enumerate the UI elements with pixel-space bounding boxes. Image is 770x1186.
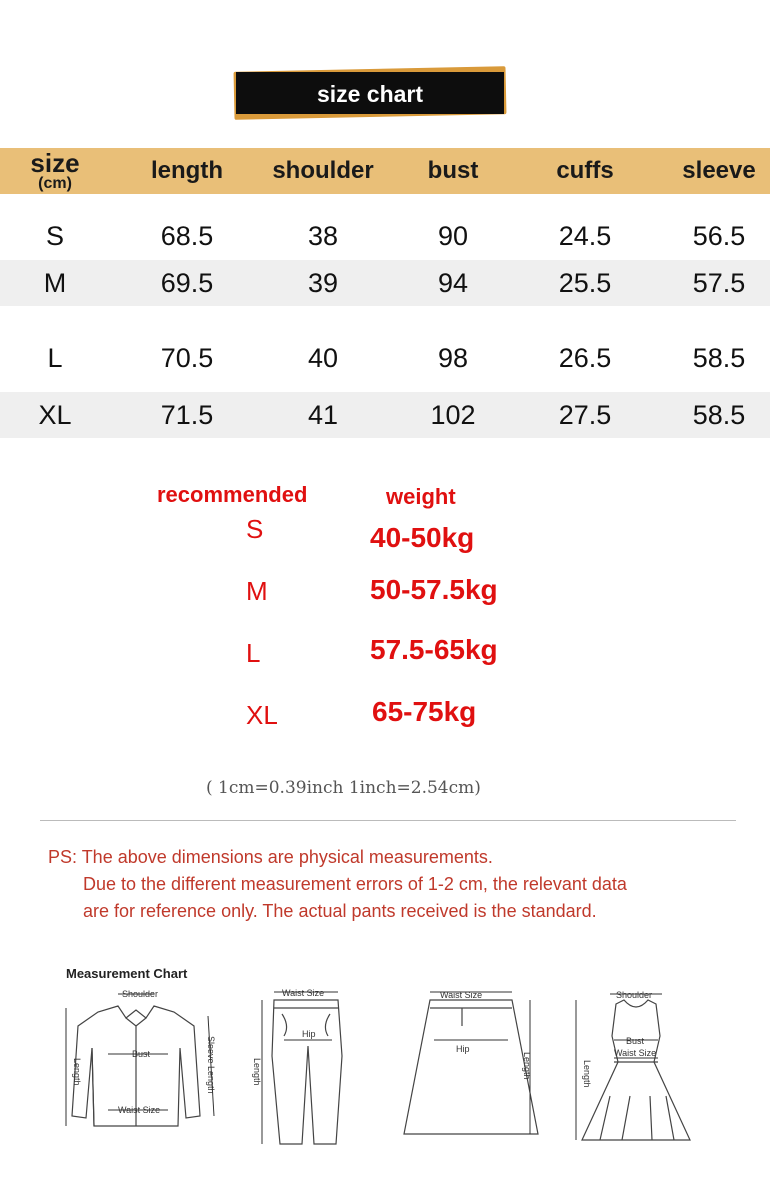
shirt-sleeve-label: Sleeve Length xyxy=(206,1036,216,1094)
header-cuffs: cuffs xyxy=(556,157,614,184)
table-row xyxy=(0,194,770,260)
skirt-hip-label: Hip xyxy=(456,1044,470,1054)
table-row xyxy=(0,392,770,438)
cell-size: M xyxy=(43,267,67,298)
skirt-waist-label: Waist Size xyxy=(440,990,483,1000)
cell-bust: 102 xyxy=(430,399,476,430)
title-banner xyxy=(236,72,504,114)
table-row xyxy=(0,260,770,306)
dress-icon xyxy=(570,986,710,1151)
dress-diagram xyxy=(570,986,710,1151)
pants-icon xyxy=(244,986,354,1151)
dress-waist-label: Waist Size xyxy=(614,1048,657,1058)
dress-shoulder-label: Shoulder xyxy=(616,990,653,1000)
cell-size: S xyxy=(45,220,64,251)
section-divider xyxy=(40,820,736,821)
header-shoulder: shoulder xyxy=(272,157,374,184)
measurement-chart-title: Measurement Chart xyxy=(66,966,188,981)
cell-sleeve: 58.5 xyxy=(692,399,746,430)
rec-weight: 57.5-65kg xyxy=(370,634,498,665)
cell-bust: 98 xyxy=(437,342,469,373)
cell-sleeve: 57.5 xyxy=(692,267,746,298)
cell-length: 71.5 xyxy=(160,399,214,430)
cell-cuffs: 27.5 xyxy=(558,399,612,430)
cell-size: XL xyxy=(38,399,72,430)
pants-length-label: Length xyxy=(252,1058,262,1086)
rec-weight: 50-57.5kg xyxy=(370,574,498,605)
recommended-label: recommended xyxy=(157,482,308,507)
rec-size: XL xyxy=(246,700,278,730)
cell-sleeve: 56.5 xyxy=(692,220,746,251)
cell-shoulder: 39 xyxy=(307,267,339,298)
cell-cuffs: 24.5 xyxy=(558,220,612,251)
rec-weight: 65-75kg xyxy=(372,696,477,727)
header-sleeve: sleeve xyxy=(682,157,756,184)
table-header-row xyxy=(0,148,770,194)
cell-bust: 90 xyxy=(437,220,469,251)
ps-line-3: are for reference only. The actual pants received is the standard. xyxy=(83,901,597,921)
cell-cuffs: 25.5 xyxy=(558,267,612,298)
cell-cuffs: 26.5 xyxy=(558,342,612,373)
shirt-waist-label: Waist Size xyxy=(118,1105,161,1115)
dress-bust-label: Bust xyxy=(626,1036,645,1046)
pants-hip-label: Hip xyxy=(302,1029,316,1039)
cell-shoulder: 38 xyxy=(307,220,339,251)
ps-line-1: PS: The above dimensions are physical measurements. xyxy=(48,847,493,867)
header-length: length xyxy=(151,157,223,184)
rec-size: S xyxy=(246,514,264,544)
table-row xyxy=(0,306,770,392)
cell-size: L xyxy=(47,342,63,373)
pants-waist-label: Waist Size xyxy=(282,988,325,998)
shirt-diagram xyxy=(58,986,228,1151)
header-unit-label: (cm) xyxy=(38,175,72,192)
page-title: size chart xyxy=(316,81,424,107)
skirt-length-label: Length xyxy=(522,1052,532,1080)
shirt-length-label: Length xyxy=(72,1058,82,1086)
skirt-diagram xyxy=(400,986,550,1151)
dress-length-label: Length xyxy=(582,1060,592,1088)
rec-size: L xyxy=(246,638,261,668)
header-bust: bust xyxy=(427,157,479,184)
unit-conversion-note: ( 1cm=0.39inch 1inch=2.54cm) xyxy=(206,778,481,798)
ps-line-2: Due to the different measurement errors of 1-2 cm, the relevant data xyxy=(83,874,627,894)
header-size-label: size xyxy=(30,148,80,178)
shirt-shoulder-label: Shoulder xyxy=(122,989,159,999)
pants-diagram xyxy=(244,986,354,1151)
rec-weight: 40-50kg xyxy=(370,522,475,553)
rec-size: M xyxy=(246,576,268,606)
cell-shoulder: 40 xyxy=(307,342,339,373)
cell-shoulder: 41 xyxy=(307,399,339,430)
cell-sleeve: 58.5 xyxy=(692,342,746,373)
size-table xyxy=(0,148,770,438)
weight-label: weight xyxy=(386,484,456,509)
cell-length: 70.5 xyxy=(160,342,214,373)
cell-length: 69.5 xyxy=(160,267,214,298)
skirt-icon xyxy=(400,986,550,1151)
shirt-icon xyxy=(58,986,228,1151)
cell-bust: 94 xyxy=(437,267,469,298)
shirt-bust-label: Bust xyxy=(132,1049,151,1059)
header-size xyxy=(0,148,110,194)
cell-length: 68.5 xyxy=(160,220,214,251)
